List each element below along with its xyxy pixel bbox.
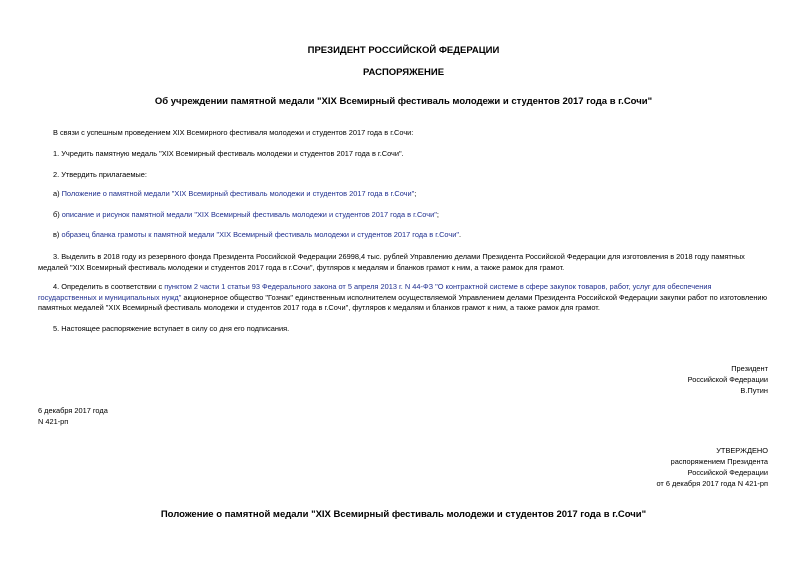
approval-line-4: от 6 декабря 2017 года N 421-рп (656, 479, 768, 488)
sub-item-c-link[interactable]: образец бланка грамоты к памятной медали "XIX Всемирный фестиваль молодежи и студентов 2017 года в г.Сочи" (61, 230, 459, 239)
sub-item-a-prefix: а) (53, 189, 62, 198)
sub-item-a-suffix: ; (414, 189, 417, 198)
sub-item-a-link[interactable]: Положение о памятной медали "XIX Всемирный фестиваль молодежи и студентов 2017 года в г.Сочи" (61, 189, 415, 198)
document-date: 6 декабря 2017 года (38, 406, 108, 415)
sub-item-a (53, 189, 416, 200)
sub-item-c (53, 230, 461, 241)
document-type-heading: РАСПОРЯЖЕНИЕ (362, 67, 445, 78)
signature-country: Российской Федерации (687, 375, 768, 384)
item-4-law-link[interactable]: пунктом 2 части 1 статьи 93 Федерального закона от 5 апреля 2013 г. N 44-ФЗ "О контрактной системе в сфере закупок товаров, работ, услуг для обеспечения государственных и муниципальных нужд" (38, 282, 712, 302)
document-number: N 421-рп (38, 417, 69, 426)
intro-paragraph: В связи с успешным проведением XIX Всемирного фестиваля молодежи и студентов 2017 года в г.Сочи: (53, 128, 414, 137)
item-4-prefix: 4. Определить в соответствии с (53, 282, 165, 291)
approval-heading: УТВЕРЖДЕНО (716, 446, 768, 455)
item-3-paragraph: 3. Выделить в 2018 году из резервного фонда Президента Российской Федерации 26998,4 тыс. рублей Управлению делами Президента Российской Федерации для изготовления в 2018 году памятных медалей "XIX Всемирный фестиваль молодежи и студентов 2017 года в г.Сочи", футляров к медалям и бланков грамот к ним, а также рамок для грамот. (38, 252, 745, 272)
sub-item-c-suffix: . (458, 230, 462, 239)
sub-item-b-link[interactable]: описание и рисунок памятной медали "XIX Всемирный фестиваль молодежи и студентов 2017 года в г.Сочи" (61, 210, 437, 219)
item-5-paragraph: 5. Настоящее распоряжение вступает в силу со дня его подписания. (53, 324, 290, 333)
authority-heading: ПРЕЗИДЕНТ РОССИЙСКОЙ ФЕДЕРАЦИИ (307, 45, 500, 56)
sub-item-b-prefix: б) (53, 210, 62, 219)
approval-line-2: распоряжением Президента (670, 457, 768, 466)
sub-item-b (53, 210, 439, 221)
item-4-paragraph (38, 282, 771, 314)
signature-name: В.Путин (740, 386, 768, 395)
sub-item-c-prefix: в) (53, 230, 62, 239)
item-4-suffix: акционерное общество "Гознак" единственным исполнителем осуществляемой Управлением делами Президента Российской Федерации закупки работ по изготовлению памятных медалей "XIX Всемирный фестиваль молодежи и студентов 2017 года в г.Сочи", футляров к медалям и бланков грамот к ним, а также рамок для грамот. (38, 292, 768, 312)
approval-line-3: Российской Федерации (687, 468, 768, 477)
signature-title: Президент (731, 364, 768, 373)
document-title: Об учреждении памятной медали "XIX Всемирный фестиваль молодежи и студентов 2017 года в г.Сочи" (154, 96, 653, 107)
sub-item-b-suffix: ; (436, 210, 439, 219)
item-2-paragraph: 2. Утвердить прилагаемые: (53, 170, 147, 179)
appendix-title: Положение о памятной медали "XIX Всемирный фестиваль молодежи и студентов 2017 года в г.Сочи" (160, 509, 647, 520)
item-1-paragraph: 1. Учредить памятную медаль "XIX Всемирный фестиваль молодежи и студентов 2017 года в г.Сочи". (53, 149, 404, 158)
